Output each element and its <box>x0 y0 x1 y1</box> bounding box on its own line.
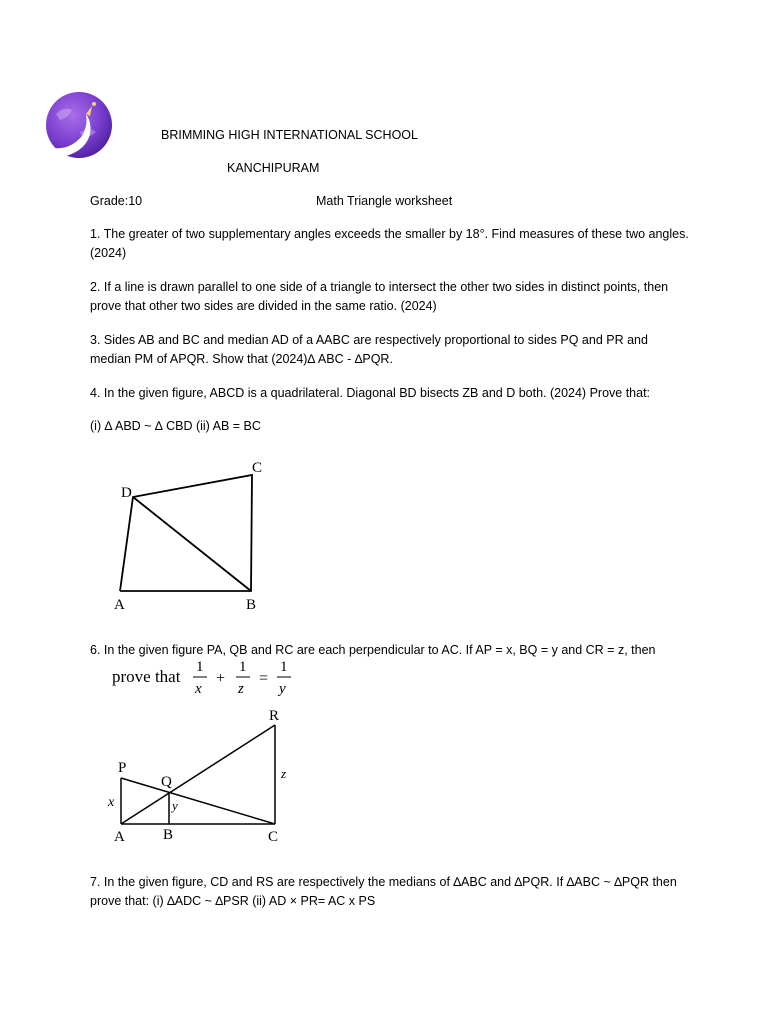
label-a: A <box>114 597 125 613</box>
label-c2: C <box>268 829 279 845</box>
formula-prove-text: prove that <box>112 667 181 686</box>
quadrilateral-figure <box>105 452 285 617</box>
segment-ar <box>121 725 275 824</box>
question-7: 7. In the given figure, CD and RS are respectively the medians of ∆ABC and ∆PQR. If ∆ABC ~ ∆PQR then prove that: (i) ∆ADC ~ ∆PSR (ii) AD × PR= AC x PS <box>90 875 677 908</box>
question-6: 6. In the given figure PA, QB and RC are each perpendicular to AC. If AP = x, BQ = y and CR = z, then <box>90 643 656 657</box>
prove-formula <box>112 657 312 699</box>
label-z: z <box>281 766 287 781</box>
formula-den-z: z <box>238 681 244 697</box>
question-1: 1. The greater of two supplementary angles exceeds the smaller by 18°. Find measures of these two angles. (2024) <box>90 227 689 260</box>
worksheet-title: Math Triangle worksheet <box>316 194 453 208</box>
formula-equals: = <box>259 670 269 687</box>
label-x: x <box>108 795 115 810</box>
quadrilateral-outline <box>120 475 252 591</box>
question-4-parts: (i) ∆ ABD ~ ∆ CBD (ii) AB = BC <box>90 419 261 433</box>
grade-label: Grade:10 <box>90 194 143 208</box>
label-c: C <box>252 460 263 476</box>
school-name: BRIMMING HIGH INTERNATIONAL SCHOOL <box>161 128 418 142</box>
formula-num-3: 1 <box>280 659 288 675</box>
label-q: Q <box>161 774 172 790</box>
formula-num-1: 1 <box>196 659 204 675</box>
formula-den-y: y <box>279 681 286 697</box>
school-city: KANCHIPURAM <box>227 161 320 175</box>
question-2: 2. If a line is drawn parallel to one side of a triangle to intersect the other two sides in distinct points, then prove that other two sides are divided in the same ratio. (2024) <box>90 280 669 313</box>
formula-plus: + <box>216 670 226 687</box>
formula-den-x: x <box>195 681 202 697</box>
label-y: y <box>172 798 178 813</box>
question-4: 4. In the given figure, ABCD is a quadrilateral. Diagonal BD bisects ZB and D both. (2024) Prove that: <box>90 386 651 400</box>
label-r: R <box>269 708 280 724</box>
school-logo <box>46 92 112 158</box>
diagonal-bd <box>133 497 251 591</box>
label-d: D <box>121 485 132 501</box>
question-3: 3. Sides AB and BC and median AD of a AABC are respectively proportional to sides PQ and PR and median PM of APQR. Show that (2024)∆ ABC - ∆PQR. <box>90 333 648 366</box>
label-a2: A <box>114 829 125 845</box>
formula-num-2: 1 <box>239 659 247 675</box>
perpendiculars-figure <box>105 700 305 845</box>
label-b2: B <box>163 827 174 843</box>
label-p: P <box>118 760 127 776</box>
label-b: B <box>246 597 257 613</box>
segment-pc <box>121 778 275 824</box>
